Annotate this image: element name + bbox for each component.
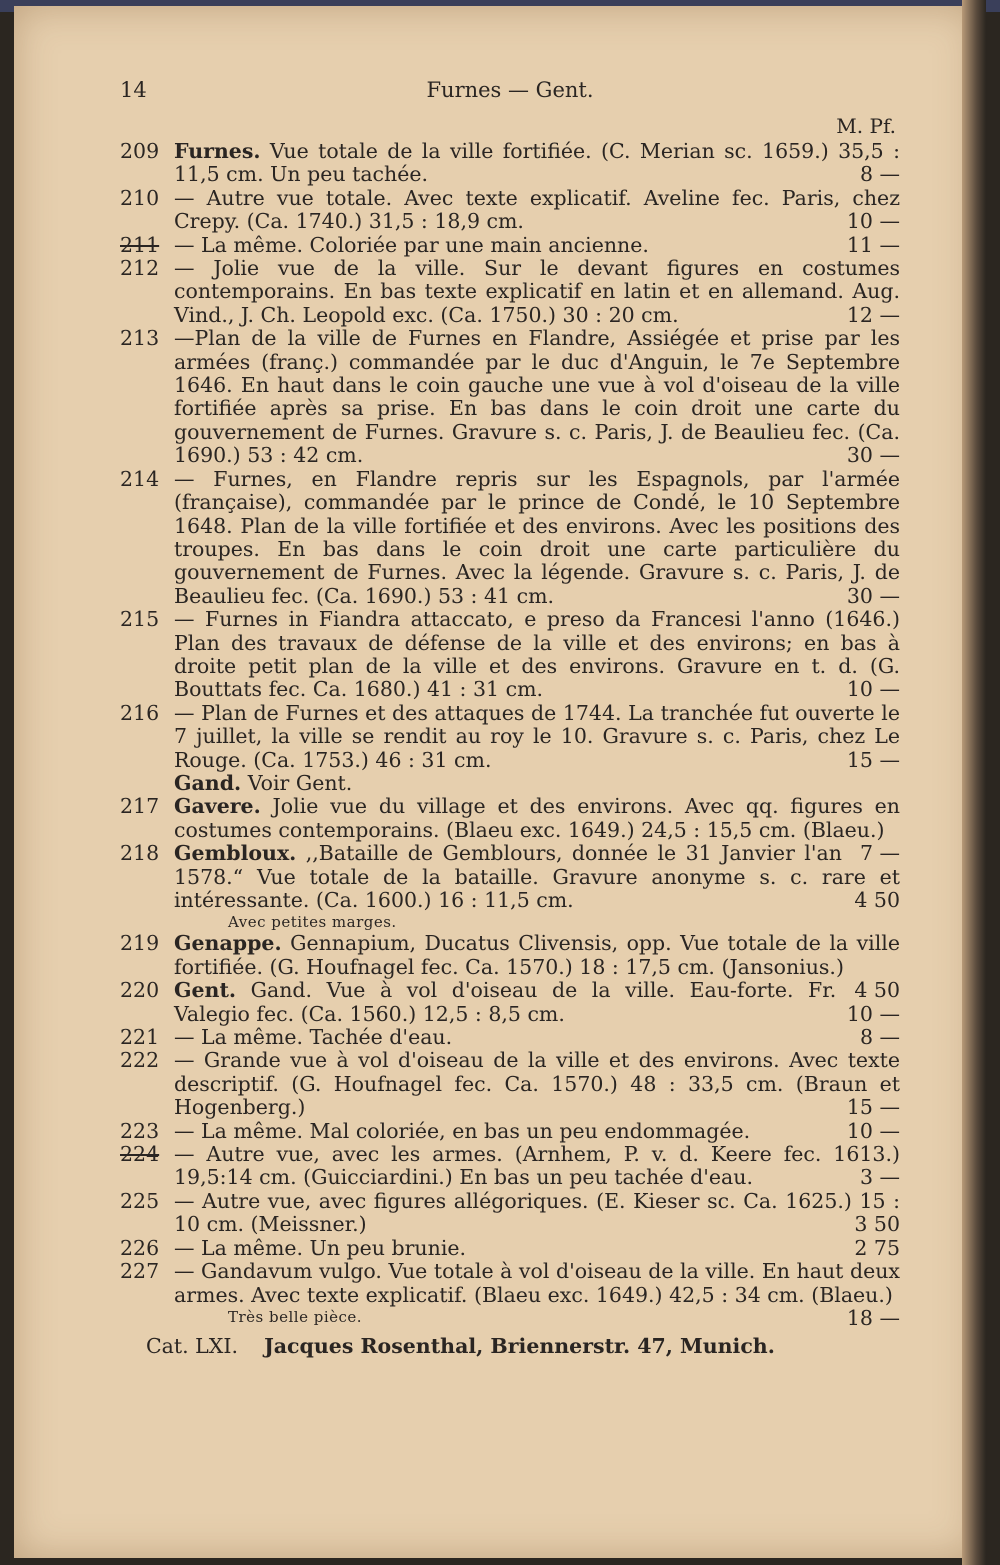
entry-place: Gavere. (174, 794, 261, 819)
entry-number: 220 (120, 978, 160, 1003)
entry-price: 10 — (846, 1001, 900, 1026)
entry-note: Avec petites marges. (228, 913, 397, 932)
page-title: Furnes — Gent. (426, 78, 594, 102)
page-footer (120, 1333, 900, 1359)
entry-number: 219 (120, 931, 160, 956)
entry-number: 209 (120, 139, 160, 163)
entry-number: 218 (120, 841, 160, 866)
catalog-entry (120, 1143, 900, 1190)
catalog-entry (120, 234, 900, 257)
entry-price: 8 — (859, 1025, 900, 1050)
entry-price: 11 — (846, 232, 900, 257)
catalog-entry (120, 772, 900, 795)
catalog-entry (120, 468, 900, 608)
entry-price: 7 — (859, 841, 900, 866)
entry-price: 15 — (846, 1095, 900, 1120)
entry-price: 15 — (846, 747, 900, 772)
entry-text: —Plan de la ville de Furnes en Flandre, Assiégée et prise par les armées (franç.) commandée par le duc d'Anguin, le 7e Septembre 1646. En haut dans le coin gauche une vue à vol d'oiseau de la ville fortifiée après sa prise. En bas dans le coin droit une carte du gouvernement de Furnes. Gravure s. c. Paris, J. de Beaulieu fec. (Ca. 1690.) 53 : 42 cm. (174, 326, 900, 468)
entry-text: — Autre vue, avec figures allégoriques. (E. Kieser sc. Ca. 1625.) 15 : 10 cm. (Meissner.) (174, 1188, 900, 1237)
entry-text: — Furnes, en Flandre repris sur les Espagnols, par l'armée (française), commandée par le prince de Condé, le 10 Septembre 1648. Plan de la ville fortifiée et des environs. Avec les positions des troupes. En bas dans le coin droit une carte particulière du gouvernement de Furnes. Avec la légende. Gravure s. c. Paris, J. de Beaulieu fec. (Ca. 1690.) 53 : 41 cm. (174, 466, 900, 608)
entry-text: Vue totale de la ville fortifiée. (C. Merian sc. 1659.) 35,5 : 11,5 cm. Un peu tachée. (174, 139, 900, 187)
entry-note: Très belle pièce. (228, 1307, 363, 1326)
entry-number: 214 (120, 466, 160, 491)
entry-place: Gembloux. (174, 841, 297, 866)
entry-price: 8 — (859, 162, 900, 187)
entry-text: Jolie vue du village et des environs. Avec qq. figures en costumes contemporains. (Blaeu exc. 1649.) 24,5 : 15,5 cm. (Blaeu.) (174, 794, 900, 842)
catalog-entry (120, 327, 900, 467)
currency-label: M. Pf. (836, 114, 896, 138)
publisher-line: Jacques Rosenthal, Briennerstr. 47, Munich. (264, 1333, 775, 1358)
entry-number: 210 (120, 185, 160, 210)
entry-number: 224 (120, 1142, 160, 1167)
entry-text: — La même. Coloriée par une main ancienne. (174, 232, 649, 257)
entry-number: 217 (120, 794, 160, 819)
entry-number: 212 (120, 256, 160, 281)
entry-list (120, 139, 900, 1330)
entry-text: — Gandavum vulgo. Vue totale à vol d'oiseau de la ville. En haut deux armes. Avec texte explicatif. (Blaeu exc. 1649.) 42,5 : 34 cm. (Blaeu.) (174, 1259, 900, 1307)
entry-number: 226 (120, 1235, 160, 1260)
entry-place: Gand. (174, 770, 242, 795)
entry-text: — La même. Mal coloriée, en bas un peu endommagée. (174, 1118, 751, 1143)
entry-number: 225 (120, 1188, 160, 1213)
entry-price: 10 — (846, 677, 900, 702)
catalog-entry (120, 702, 900, 772)
entry-number: 221 (120, 1025, 160, 1050)
catalog-entry (120, 1049, 900, 1119)
entry-text: — Autre vue totale. Avec texte explicatif. Aveline fec. Paris, chez Crepy. (Ca. 1740.) 31,5 : 18,9 cm. (174, 185, 900, 234)
entry-place: Gent. (174, 978, 237, 1003)
entry-text: Voir Gent. (247, 770, 353, 795)
entry-price: 30 — (846, 443, 900, 468)
entry-place: Furnes. (174, 139, 261, 163)
entry-number: 227 (120, 1259, 160, 1284)
entry-price: 3 — (859, 1165, 900, 1190)
catalog-entry (120, 257, 900, 327)
entry-number: 222 (120, 1048, 160, 1073)
catalog-entry (120, 1026, 900, 1049)
entry-text: ,,Bataille de Gemblours, donnée le 31 Janvier l'an 1578.“ Vue totale de la bataille. Gravure anonyme s. c. rare et intéressante. (Ca. 1600.) 16 : 11,5 cm. (174, 841, 900, 912)
entry-text: Gennapium, Ducatus Clivensis, opp. Vue totale de la ville fortifiée. (G. Houfnagel fec. Ca. 1570.) 18 : 17,5 cm. (Jansonius.) (174, 931, 900, 979)
entry-text: — Autre vue, avec les armes. (Arnhem, P. v. d. Keere fec. 1613.) 19,5:14 cm. (Guicciardini.) En bas un peu tachée d'eau. (174, 1142, 900, 1190)
entry-number: 211 (120, 232, 160, 257)
catalog-entry (120, 1190, 900, 1237)
entry-text: — Furnes in Fiandra attaccato, e preso da Francesi l'anno (1646.) Plan des travaux de défense de la ville et des environs; en bas à droite petit plan de la ville et des environs. Gravure en t. d. (G. Bouttats fec. Ca. 1680.) 41 : 31 cm. (174, 607, 900, 702)
entry-text: Gand. Vue à vol d'oiseau de la ville. Eau-forte. Fr. Valegio fec. (Ca. 1560.) 12,5 : 8,5 cm. (174, 978, 837, 1026)
entry-number: 215 (120, 607, 160, 632)
entry-text: — Grande vue à vol d'oiseau de la ville et des environs. Avec texte descriptif. (G. Houfnagel fec. Ca. 1570.) 48 : 33,5 cm. (Braun et Hogenberg.) (174, 1048, 900, 1120)
page-content (120, 78, 900, 1359)
catalog-number: Cat. LXI. (146, 1333, 238, 1358)
catalog-entry (120, 979, 900, 1026)
entry-price: 10 — (846, 209, 900, 234)
catalog-entry (120, 187, 900, 234)
entry-price: 12 — (846, 302, 900, 327)
entry-text: — La même. Un peu brunie. (174, 1235, 467, 1260)
catalog-entry (120, 140, 900, 187)
entry-place: Genappe. (174, 931, 282, 956)
entry-price: 18 — (846, 1305, 900, 1330)
catalog-entry (120, 1120, 900, 1143)
book-spine (962, 0, 986, 1565)
entry-number: 216 (120, 700, 160, 725)
entry-price: 4 50 (854, 888, 900, 912)
entry-price: 10 — (846, 1118, 900, 1143)
entry-number: 223 (120, 1118, 160, 1143)
page-number: 14 (120, 78, 147, 102)
catalog-entry (120, 842, 900, 912)
catalog-entry (120, 608, 900, 702)
entry-price: 4 50 (854, 978, 900, 1003)
entry-number: 213 (120, 326, 160, 351)
entry-price: 2 75 (854, 1235, 900, 1260)
entry-text: — Jolie vue de la ville. Sur le devant figures en costumes contemporains. En bas texte explicatif en latin et en allemand. Aug. Vind., J. Ch. Leopold exc. (Ca. 1750.) 30 : 20 cm. (174, 256, 900, 327)
entry-text: — Plan de Furnes et des attaques de 1744. La tranchée fut ouverte le 7 juillet, la ville se rendit au roy le 10. Gravure s. c. Paris, chez Le Rouge. (Ca. 1753.) 46 : 31 cm. (174, 700, 900, 772)
entry-price: 30 — (846, 583, 900, 608)
entry-price: 3 50 (854, 1212, 900, 1237)
catalog-entry (120, 1237, 900, 1260)
entry-text: — La même. Tachée d'eau. (174, 1025, 453, 1050)
page-header (120, 78, 900, 114)
